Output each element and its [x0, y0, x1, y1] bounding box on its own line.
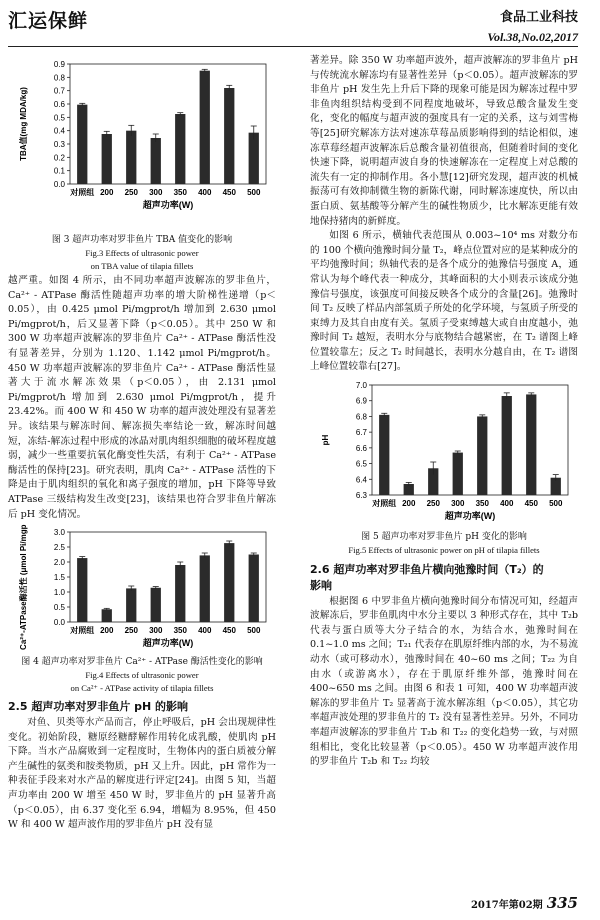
bar — [477, 416, 487, 495]
y-tick-label: 2.0 — [53, 558, 65, 568]
bar — [249, 555, 259, 623]
x-tick-label: 400 — [198, 626, 212, 636]
y-axis-label: TBA值(mg MDA/kg) — [19, 87, 28, 161]
page-number: 335 — [546, 894, 578, 912]
bar — [502, 396, 512, 495]
y-tick-label: 6.8 — [355, 412, 367, 422]
y-tick-label: 0.0 — [53, 618, 65, 628]
bar — [175, 114, 185, 184]
y-tick-label: 0.2 — [53, 153, 65, 163]
fig5-chart — [310, 377, 578, 527]
y-tick-label: 6.6 — [355, 443, 367, 453]
x-tick-label: 对照组 — [70, 626, 95, 636]
x-tick-label: 500 — [247, 626, 261, 636]
fig5-caption-en: Fig.5 Effects of ultrasonic power on pH of tilapia fillets — [348, 545, 540, 556]
y-tick-label: 3.0 — [53, 528, 65, 538]
y-tick-label: 7.0 — [355, 381, 367, 391]
bar — [151, 588, 161, 622]
x-tick-label: 400 — [198, 188, 212, 197]
x-tick-label: 200 — [100, 626, 114, 636]
left-paragraph-1: 越严重。如图 4 所示，由不同功率超声波解冻的罗非鱼片，Ca²⁺ - ATPase 酶活性随超声功率的增大阶梯性递增（p＜0.05），由 0.425 μmol Pi/mgprot/h 增加到 2.630 μmol Pi/mgprot/h，后又显著下降（p＜0.05）。其中 250 W 和 300 W 功率超声波解冻的罗非鱼片 Ca²⁺ - ATPase 酶活性没有显著差异，分别为 1.120、1.142 μmol Pi/mgprot/h。450 W 功率超声波解冻的罗非鱼片 Ca²⁺ - ATPase 酶活性显著大于流水解冻效果（p＜0.05），由 2.131 μmol Pi/mgprot/h 增加到 2.630 μmol Pi/mgprot/h，提升 23.42%。而 400 W 和 450 W 功率的超声波处理没有显著差异。该结果与解冻时间、解冻损失率结论一致，解冻时间越短，冻结-解冻过程中形成的冰晶对肌肉组织细胞的破坏程度越弱，减少一些重要抗氧化酶变性失活，有利于 Ca²⁺ - ATPase 酶活性的保持[23]。研究表明，肌肉 Ca²⁺ - ATPase 活性的下降是由于肌肉组织的氧化和离子强度的增加，pH 下降等导致 ATPase 三级结构发生改变[23]，该结果也符合罗非鱼片解冻后 pH 变化情况。 — [8, 275, 276, 520]
plot-frame — [70, 64, 266, 184]
x-tick-label: 250 — [124, 626, 138, 636]
right-paragraph-1: 著差异。除 350 W 功率超声波外，超声波解冻的罗非鱼片 pH 与传统流水解冻均有显著性差异（p＜0.05）。超声波解冻的罗非鱼片 pH 发生先上升后下降的现象可能是因为解冻过程中罗非鱼肉组织结构受到不同程度地破坏，导致总酸含量发生变化，变化的幅度与超声波的强度具有一定的关系，这与刘雪梅等[25]研究解冻方法对速冻草莓品质影响得到的结论相似，速冻草莓经超声波解冻后总酸含量初值很高，但随着时间的变化快速下降，说明超声波自身的快速解冻在一定程度上对总酸的流失有一定的抑制作用。各小慧[12]研究发现，超声波的机械振荡可有效抑制微生物的新陈代谢，同时解冻速度快，所以由蛋白质、氨基酸等分解产生的碱性物质少，比水解冻更能有效地保持猪肉的新鲜度。 — [310, 55, 578, 227]
plot-frame — [372, 385, 568, 495]
x-tick-label: 对照组 — [372, 499, 397, 509]
left-paragraph-2: 对鱼、贝类等水产品而言，停止呼吸后，pH 会出现规律性变化。初始阶段，糖原经糖酵解作用转化成乳酸，使肌肉 pH 下降。当水产品腐败到一定程度时，生物体内的蛋白质被分解产生碱性的氨类和胺类物质，pH 又上升。因此，pH 常作为一种表征手段来对水产品的解度进行评定[24]。由图 5 知，当超声功率由 200 W 增至 450 W 时，罗非鱼片的 pH 显著升高（p＜0.05），由 6.37 变化至 6.94，增幅为 8.95%，但 450 W 和 400 W 超声波作用的罗非鱼片 pH 没有显 — [8, 717, 276, 831]
section-2-6-title-a: 2.6 超声功率对罗非鱼片横向弛豫时间（T₂）的 — [310, 562, 544, 576]
y-tick-label: 6.7 — [355, 428, 367, 438]
x-tick-label: 500 — [247, 188, 261, 197]
bar — [102, 134, 112, 184]
x-tick-label: 300 — [149, 626, 163, 636]
x-tick-label: 500 — [549, 499, 563, 509]
y-tick-label: 6.9 — [355, 396, 367, 406]
x-tick-label: 350 — [475, 499, 489, 509]
fig3-caption-en1: Fig.3 Effects of ultrasonic power — [85, 248, 199, 258]
x-tick-label: 200 — [100, 188, 114, 197]
x-tick-label: 400 — [500, 499, 514, 509]
bar — [126, 588, 136, 622]
page-footer — [471, 894, 578, 912]
y-tick-label: 0.8 — [53, 73, 65, 83]
plot-frame — [70, 532, 266, 622]
fig4-caption-cn: 图 4 超声功率对罗非鱼片 Ca²⁺ - ATPase 酶活性变化的影响 — [21, 657, 263, 668]
left-column — [8, 54, 276, 833]
fig3-caption-cn: 图 3 超声功率对罗非鱼片 TBA 值变化的影响 — [51, 235, 233, 245]
bar — [200, 555, 210, 622]
header-rule — [8, 46, 578, 47]
y-tick-label: 6.4 — [355, 475, 367, 485]
section-title: 汇运保鲜 — [8, 10, 89, 32]
fig4-caption-en1: Fig.4 Effects of ultrasonic power — [85, 670, 199, 681]
bar — [453, 453, 463, 495]
y-tick-label: 1.5 — [53, 573, 65, 583]
x-tick-label: 250 — [124, 188, 138, 197]
issue-label: 2017年第02期 — [470, 900, 543, 911]
bar — [200, 71, 210, 184]
section-2-6-title — [310, 561, 578, 593]
fig4-chart — [8, 524, 276, 652]
bar — [224, 88, 234, 184]
x-tick-label: 450 — [222, 188, 236, 197]
x-axis-label: 超声功率(W) — [142, 200, 194, 210]
x-tick-label: 200 — [402, 499, 416, 509]
fig5-caption-cn: 图 5 超声功率对罗非鱼片 pH 变化的影响 — [361, 532, 527, 543]
bar — [102, 609, 112, 622]
fig3-chart — [8, 54, 276, 230]
bar — [404, 484, 414, 495]
bar — [151, 138, 161, 184]
bar — [77, 558, 87, 622]
y-tick-label: 6.3 — [355, 491, 367, 501]
bar — [224, 543, 234, 622]
right-column — [310, 54, 578, 770]
y-tick-label: 0.9 — [53, 60, 65, 69]
x-tick-label: 300 — [451, 499, 465, 509]
bar — [126, 131, 136, 184]
y-tick-label: 0.5 — [53, 113, 65, 123]
y-tick-label: 1.0 — [53, 588, 65, 598]
right-paragraph-3: 根据图 6 中罗非鱼片横向弛豫时间分布情况可知，经超声波解冻后，罗非鱼肌肉中水分主要以 3 种形式存在，其中 T₂b 代表与蛋白质等大分子结合的水，为结合水，弛豫时间在 0.1~1.0 ms 之间；T₂₁ 代表存在肌原纤维内部的水，为不易流动水（或可移动水），弛豫时间在 40~60 ms 之间；T₂₂ 为自由水（或游离水），存在于肌原纤维外部，弛豫时间在 400~650 ms 之间。由图 6 和表 1 可知，400 W 功率超声波解冻的罗非鱼片 T₂ 显著高于流水解冻组（p＜0.05），其它功率超声波处理的罗非鱼片的 T₂ 没有显著性差异。另外，不同功率超声波解冻的罗非鱼片 T₂b 和 T₂₂ 的变化趋势一致，与对照组相比，变化比较显著（p＜0.05）。450 W 功率超声波作用的罗非鱼片 T₂b 和 T₂₂ 均较 — [310, 595, 578, 768]
y-axis-label: Ca²⁺-ATPase酶活性 (μmol Pi/mgprot/h) — [19, 524, 28, 651]
fig4-caption-en2: on Ca²⁺ - ATPase activity of tilapia fillets — [70, 682, 214, 693]
x-tick-label: 450 — [222, 626, 236, 636]
fig3-caption-en2: on TBA value of tilapia fillets — [90, 260, 194, 271]
bar — [249, 133, 259, 184]
x-tick-label: 对照组 — [70, 188, 95, 197]
y-tick-label: 2.5 — [53, 543, 65, 553]
bar — [77, 105, 87, 184]
y-tick-label: 0.3 — [53, 140, 65, 149]
x-tick-label: 250 — [426, 499, 440, 509]
y-tick-label: 0.5 — [53, 603, 65, 613]
section-2-6-title-b: 影响 — [310, 578, 332, 592]
y-tick-label: 0.1 — [53, 166, 65, 176]
y-tick-label: 6.5 — [355, 459, 367, 469]
bar — [379, 415, 389, 495]
x-tick-label: 350 — [173, 626, 187, 636]
x-axis-label: 超声功率(W) — [444, 511, 496, 522]
y-tick-label: 0.7 — [53, 86, 65, 96]
x-tick-label: 450 — [524, 499, 538, 509]
y-tick-label: 0.0 — [53, 180, 65, 189]
y-axis-label: pH — [321, 434, 330, 446]
x-tick-label: 300 — [149, 188, 163, 197]
y-tick-label: 0.4 — [53, 126, 65, 136]
bar — [526, 394, 536, 495]
bar — [175, 565, 185, 622]
journal-name: 食品工业科技 — [499, 10, 578, 25]
x-axis-label: 超声功率(W) — [142, 638, 194, 649]
x-tick-label: 350 — [173, 188, 187, 197]
journal-volume: Vol.38,No.02,2017 — [487, 30, 578, 44]
section-2-5-title: 2.5 超声功率对罗非鱼片 pH 的影响 — [8, 700, 189, 714]
right-paragraph-2: 如图 6 所示，横轴代表范围从 0.003~10⁴ ms 对数分布的 100 个横向弛豫时间分量 T₂，峰点位置对应的是某种成分的平均弛豫时间；纵轴代表的是各个成分的弛豫信号强度 A，通常认为每个峰代表一种成分，其峰面积的大小则表示该成分弛豫信号强度，该强度可间接反映各个成分的含量[26]。弛豫时间 T₂ 反映了样品内部氢质子所处的化学环境，与氢质子所受的束缚力及其自由度有关。氢质子受束缚越大或自由度越小，弛豫时间 T₂ 越短，表明水分与底物结合越紧密，在 T₂ 谱图上峰位置较靠左；反之 T₂ 时间越长，表明水分越自由，在 T₂ 谱图上峰位置较靠右[27]。 — [310, 230, 578, 373]
y-tick-label: 0.6 — [53, 100, 65, 109]
